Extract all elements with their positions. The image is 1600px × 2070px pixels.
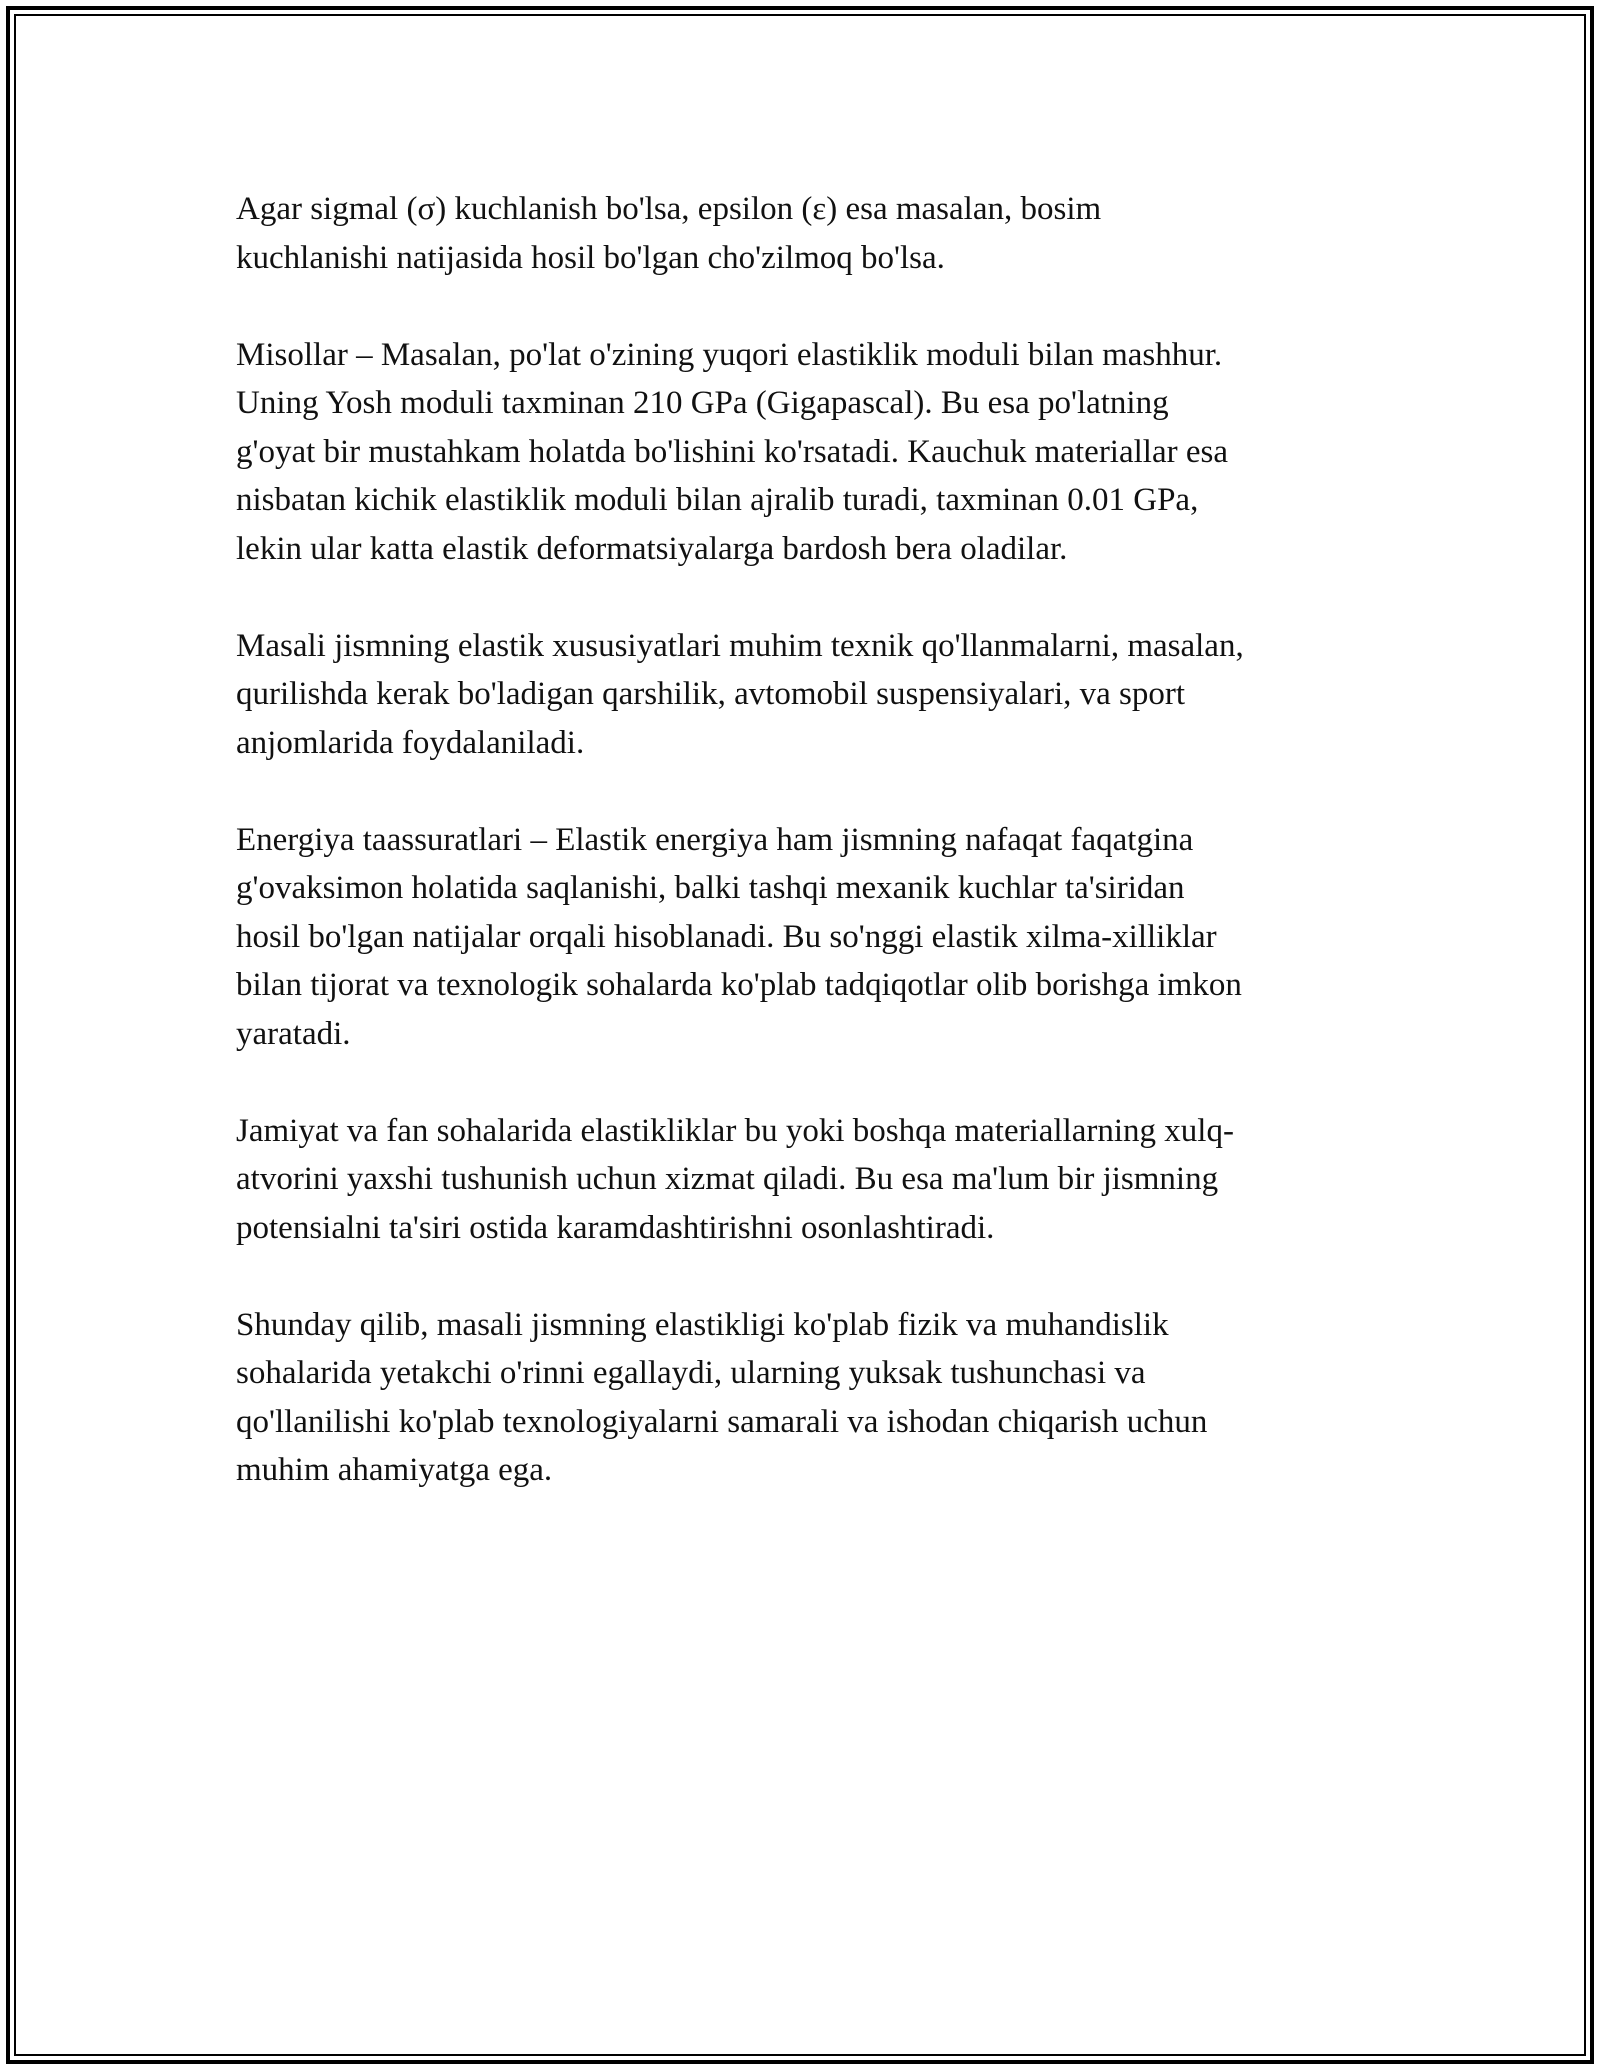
paragraph-energy <box>236 816 1376 1059</box>
document-body <box>236 185 1376 1543</box>
paragraph-conclusion <box>236 1301 1376 1495</box>
text-line: g'ovaksimon holatida saqlanishi, balki tashqi mexanik kuchlar ta'siridan <box>236 870 1185 906</box>
text-line: g'oyat bir mustahkam holatda bo'lishini ko'rsatadi. Kauchuk materiallar esa <box>236 433 1228 470</box>
text-line: Energiya taassuratlari – Elastik energiya ham jismning nafaqat faqatgina <box>236 821 1194 858</box>
text-line: kuchlanishi natijasida hosil bo'lgan cho'zilmoq bo'lsa. <box>236 239 945 276</box>
text-line: lekin ular katta elastik deformatsiyalarga bardosh bera oladilar. <box>236 530 1068 567</box>
text-line: muhim ahamiyatga ega. <box>236 1452 553 1488</box>
text-line: qurilishda kerak bo'ladigan qarshilik, avtomobil suspensiyalari, va sport <box>236 676 1186 712</box>
text-line: Misollar – Masalan, po'lat o'zining yuqori elastiklik moduli bilan mashhur. <box>236 336 1223 373</box>
text-line: sohalarida yetakchi o'rinni egallaydi, ularning yuksak tushunchasi va <box>236 1355 1146 1391</box>
text-line: Shunday qilib, masali jismning elastikligi ko'plab fizik va muhandislik <box>236 1306 1169 1343</box>
text-line: yaratadi. <box>236 1015 351 1052</box>
text-line: Agar sigmal (σ) kuchlanish bo'lsa, epsilon (ε) esa masalan, bosim <box>236 191 1102 227</box>
paragraph-examples <box>236 331 1376 574</box>
text-line: potensialni ta'siri ostida karamdashtirishni osonlashtiradi. <box>236 1209 995 1246</box>
text-line: bilan tijorat va texnologik sohalarda ko'plab tadqiqotlar olib borishga imkon <box>236 967 1242 1003</box>
paragraph-applications <box>236 622 1376 768</box>
text-line: atvorini yaxshi tushunish uchun xizmat qiladi. Bu esa ma'lum bir jismning <box>236 1161 1219 1197</box>
text-line: Masali jismning elastik xususiyatlari muhim texnik qo'llanmalarni, masalan, <box>236 627 1244 664</box>
text-line: anjomlarida foydalaniladi. <box>236 724 585 761</box>
text-line: Uning Yosh moduli taxminan 210 GPa (Gigapascal). Bu esa po'latning <box>236 385 1169 421</box>
text-line: nisbatan kichik elastiklik moduli bilan ajralib turadi, taxminan 0.01 GPa, <box>236 482 1199 518</box>
paragraph-society-science <box>236 1107 1376 1253</box>
text-line: qo'llanilishi ko'plab texnologiyalarni samarali va ishodan chiqarish uchun <box>236 1403 1208 1440</box>
text-line: Jamiyat va fan sohalarida elastikliklar bu yoki boshqa materiallarning xulq- <box>236 1112 1234 1149</box>
paragraph-sigma-epsilon <box>236 185 1376 282</box>
text-line: hosil bo'lgan natijalar orqali hisoblanadi. Bu so'nggi elastik xilma-xilliklar <box>236 918 1217 955</box>
